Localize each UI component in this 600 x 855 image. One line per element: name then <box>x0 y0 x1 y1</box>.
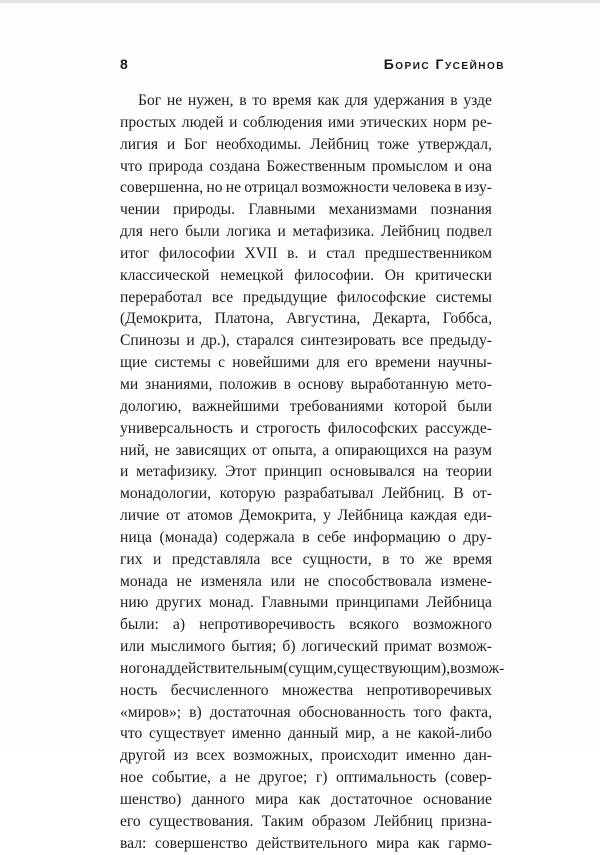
text-line: были: а) непротиворечивость всякого возможного <box>120 616 492 634</box>
text-line: ний, не зависящих от опыта, а опирающихся на разум <box>120 441 492 459</box>
body-text <box>120 90 505 855</box>
text-line: вал: совершенство действительного мира как гармо- <box>120 834 492 852</box>
text-line: ница (монада) содержала в себе информацию о дру- <box>120 528 492 546</box>
text-line: другой из всех возможных, происходит именно дан- <box>120 747 492 765</box>
text-line: лигия и Бог необходимы. Лейбниц тоже утверждал, <box>120 135 492 153</box>
text-line: «миров»; в) достаточная обоснованность того факта, <box>120 703 492 721</box>
page-number: 8 <box>120 56 128 72</box>
text-line: для него были логика и метафизика. Лейбниц подвел <box>120 223 492 241</box>
running-head-author: Борис Гусейнов <box>383 56 505 72</box>
text-line: или мыслимого бытия; б) логический примат возмож- <box>120 638 492 656</box>
page-header <box>0 56 600 78</box>
text-line: итог философии XVII в. и стал предшественником <box>120 244 492 262</box>
text-line: ми знаниями, положив в основу выработанную мето- <box>120 375 492 393</box>
text-line: чении природы. Главными механизмами познания <box>120 201 492 219</box>
text-line: Спинозы и др.), старался синтезировать все предыду- <box>120 332 492 350</box>
text-line: простых людей и соблюдения ими этических норм ре- <box>120 113 492 131</box>
text-line: переработал все предыдущие философские системы <box>120 288 492 306</box>
text-line: шенство) данного мира как достаточное основание <box>120 791 492 808</box>
text-line: что существует именно данный мир, а не какой-либо <box>120 725 492 743</box>
text-line: монада не изменяла или не способствовала измене- <box>120 572 492 590</box>
text-line: монадологии, которую разрабатывал Лейбниц. В от- <box>120 485 492 503</box>
text-line: личие от атомов Демокрита, у Лейбница каждая еди- <box>120 507 492 525</box>
text-line: щие системы с новейшими для его времени научны- <box>120 354 492 372</box>
page-top-edge <box>0 0 600 3</box>
text-line: нию других монад. Главными принципами Лейбница <box>120 594 492 612</box>
text-line: совершенна, но не отрицал возможности человека в изу- <box>120 179 492 197</box>
text-line: Бог не нужен, в то время как для удержания в узде <box>138 92 492 109</box>
text-line: что природа создана Божественным промыслом и она <box>120 157 492 175</box>
text-line: дологию, важнейшими требованиями которой были <box>120 397 492 415</box>
text-line: (Демокрита, Платона, Августина, Декарта, Гоббса, <box>120 310 492 328</box>
text-line: его существования. Таким образом Лейбниц призна- <box>120 812 492 830</box>
text-line: ное событие, а не другое; г) оптимальность (совер- <box>120 769 492 787</box>
text-line: универсальность и строгость философских рассужде- <box>120 419 492 437</box>
text-line: ность бесчисленного множества непротиворечивых <box>120 681 492 699</box>
text-line: и метафизику. Этот принцип основывался на теории <box>120 463 492 481</box>
text-line: ного над действительным (сущим, существующим), возмож- <box>120 659 505 677</box>
text-line: гих и представляла все сущности, в то же время <box>120 550 492 568</box>
text-line: классической немецкой философии. Он критически <box>120 266 492 284</box>
